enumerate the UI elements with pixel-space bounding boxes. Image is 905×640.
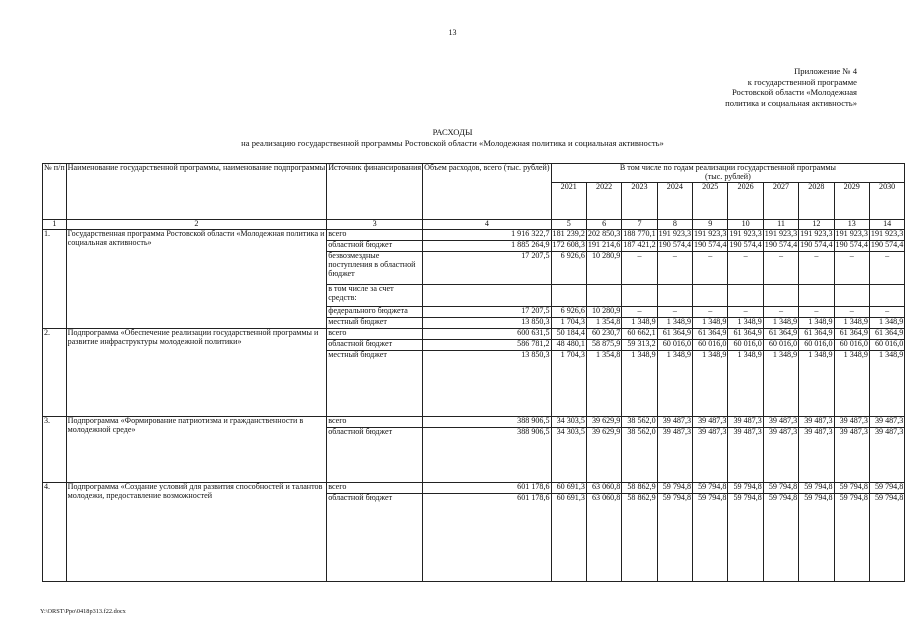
year-value: 39 629,9: [586, 427, 621, 482]
appendix-line: политика и социальная активность»: [725, 97, 857, 108]
year-value: 1 704,3: [551, 350, 586, 416]
funding-source: федерального бюджета: [327, 306, 423, 317]
header-name: Наименование государственной программы, наименование подпрограммы: [66, 164, 327, 220]
year-value: –: [693, 251, 728, 284]
row-number: 1.: [43, 229, 67, 328]
year-value: 59 794,8: [799, 482, 834, 493]
column-index: 3: [327, 219, 423, 229]
year-value: 59 794,8: [869, 482, 904, 493]
year-value: 63 060,8: [586, 493, 621, 581]
year-value: 60 691,3: [551, 493, 586, 581]
year-value: 1 348,9: [693, 317, 728, 328]
funding-source: безвозмездные поступления в областной бюджет: [327, 251, 423, 284]
table-row: [43, 328, 905, 339]
year-value: 1 348,9: [799, 350, 834, 416]
year-value: [693, 284, 728, 306]
header-year: 2022: [586, 182, 621, 219]
table-row: [43, 482, 905, 493]
document-subtitle: на реализацию государственной программы Ростовской области «Молодежная политика и социальная активность»: [241, 138, 664, 148]
year-value: 61 364,9: [799, 328, 834, 339]
year-value: 59 794,8: [728, 493, 763, 581]
total-value: 388 906,5: [423, 427, 551, 482]
column-index: 12: [799, 219, 834, 229]
header-source: Источник финансирования: [327, 164, 423, 220]
header-units: (тыс. рублей): [705, 171, 751, 181]
year-value: 1 348,9: [693, 350, 728, 416]
year-value: 1 348,9: [728, 350, 763, 416]
row-number: 2.: [43, 328, 67, 416]
year-value: 58 875,9: [586, 339, 621, 350]
appendix-line: Приложение № 4: [794, 66, 857, 76]
year-value: –: [869, 251, 904, 284]
year-value: 39 487,3: [763, 416, 798, 427]
year-value: 59 794,8: [657, 493, 692, 581]
year-value: –: [799, 251, 834, 284]
year-value: 61 364,9: [869, 328, 904, 339]
header-by-years: [551, 164, 905, 183]
total-value: 601 178,6: [423, 493, 551, 581]
total-value: 1 916 322,7: [423, 229, 551, 240]
year-value: 1 348,9: [799, 317, 834, 328]
year-value: –: [869, 306, 904, 317]
year-value: 191 923,3: [869, 229, 904, 240]
year-value: 1 354,8: [586, 317, 621, 328]
year-value: 59 794,8: [693, 493, 728, 581]
year-value: 191 923,3: [763, 229, 798, 240]
year-value: 190 574,4: [657, 240, 692, 251]
year-value: 60 016,0: [728, 339, 763, 350]
year-value: 48 480,1: [551, 339, 586, 350]
year-value: 63 060,8: [586, 482, 621, 493]
year-value: 39 487,3: [763, 427, 798, 482]
column-index: 7: [622, 219, 657, 229]
year-value: 39 487,3: [799, 427, 834, 482]
year-value: 39 487,3: [728, 416, 763, 427]
year-value: 1 348,9: [869, 350, 904, 416]
year-value: 59 313,2: [622, 339, 657, 350]
column-index: 2: [66, 219, 327, 229]
header-year: 2021: [551, 182, 586, 219]
column-index: 13: [834, 219, 869, 229]
table-row: [43, 229, 905, 240]
year-value: –: [728, 306, 763, 317]
year-value: 190 574,4: [869, 240, 904, 251]
file-path-footer: Y:\ORST\Ppo\0418p313.f22.docx: [40, 608, 126, 615]
column-index: 10: [728, 219, 763, 229]
year-value: 59 794,8: [869, 493, 904, 581]
year-value: 1 348,9: [834, 317, 869, 328]
year-value: –: [622, 306, 657, 317]
year-value: 202 850,3: [586, 229, 621, 240]
total-value: 388 906,5: [423, 416, 551, 427]
year-value: 59 794,8: [799, 493, 834, 581]
year-value: [551, 284, 586, 306]
year-value: 60 230,7: [586, 328, 621, 339]
year-value: 6 926,6: [551, 251, 586, 284]
header-year: 2024: [657, 182, 692, 219]
year-value: 1 348,9: [622, 350, 657, 416]
funding-source: областной бюджет: [327, 493, 423, 581]
program-name: Государственная программа Ростовской области «Молодежная политика и социальная активность»: [66, 229, 327, 328]
year-value: [657, 284, 692, 306]
header-volume: Объем расходов, всего (тыс. рублей): [423, 164, 551, 220]
program-name: Подпрограмма «Создание условий для развития способностей и талантов молодежи, предоставление возможностей: [66, 482, 327, 581]
funding-source: местный бюджет: [327, 317, 423, 328]
year-value: 60 016,0: [763, 339, 798, 350]
year-value: [586, 284, 621, 306]
year-value: –: [834, 251, 869, 284]
year-value: 188 770,1: [622, 229, 657, 240]
year-value: 61 364,9: [834, 328, 869, 339]
year-value: 190 574,4: [728, 240, 763, 251]
year-value: 190 574,4: [763, 240, 798, 251]
year-value: [763, 284, 798, 306]
year-value: [834, 284, 869, 306]
year-value: 39 629,9: [586, 416, 621, 427]
year-value: –: [657, 251, 692, 284]
year-value: 58 862,9: [622, 482, 657, 493]
year-value: –: [799, 306, 834, 317]
year-value: 59 794,8: [763, 493, 798, 581]
year-value: –: [657, 306, 692, 317]
year-value: 61 364,9: [728, 328, 763, 339]
column-index: 8: [657, 219, 692, 229]
year-value: 39 487,3: [728, 427, 763, 482]
column-index: 11: [763, 219, 798, 229]
year-value: 60 016,0: [799, 339, 834, 350]
total-value: 13 850,3: [423, 350, 551, 416]
year-value: 59 794,8: [763, 482, 798, 493]
funding-source: всего: [327, 482, 423, 493]
year-value: 50 184,4: [551, 328, 586, 339]
year-value: 60 016,0: [834, 339, 869, 350]
total-value: 1 885 264,9: [423, 240, 551, 251]
year-value: 59 794,8: [834, 482, 869, 493]
column-index: 6: [586, 219, 621, 229]
year-value: –: [834, 306, 869, 317]
year-value: 60 016,0: [869, 339, 904, 350]
document-title: РАСХОДЫ: [432, 127, 473, 137]
funding-source: всего: [327, 229, 423, 240]
year-value: 187 421,2: [622, 240, 657, 251]
year-value: 1 348,9: [834, 350, 869, 416]
year-value: 59 794,8: [728, 482, 763, 493]
appendix-line: к государственной программе: [747, 76, 857, 87]
year-value: 1 348,9: [657, 350, 692, 416]
year-value: 60 691,3: [551, 482, 586, 493]
year-value: 1 348,9: [763, 350, 798, 416]
year-value: 39 487,3: [834, 427, 869, 482]
year-value: 1 348,9: [728, 317, 763, 328]
row-number: 4.: [43, 482, 67, 581]
column-index: 5: [551, 219, 586, 229]
year-value: 58 862,9: [622, 493, 657, 581]
header-num: № п/п: [43, 164, 67, 220]
year-value: 1 348,9: [657, 317, 692, 328]
year-value: 191 923,3: [693, 229, 728, 240]
header-year: 2023: [622, 182, 657, 219]
header-year: 2030: [869, 182, 904, 219]
year-value: [799, 284, 834, 306]
year-value: 1 348,9: [622, 317, 657, 328]
year-value: 172 608,3: [551, 240, 586, 251]
header-year: 2028: [799, 182, 834, 219]
year-value: 191 923,3: [799, 229, 834, 240]
total-value: 17 207,5: [423, 306, 551, 317]
year-value: 191 923,3: [728, 229, 763, 240]
year-value: 10 280,9: [586, 251, 621, 284]
year-value: 191 923,3: [834, 229, 869, 240]
year-value: 1 348,9: [869, 317, 904, 328]
total-value: 586 781,2: [423, 339, 551, 350]
total-value: 600 631,5: [423, 328, 551, 339]
year-value: 1 704,3: [551, 317, 586, 328]
year-value: 10 280,9: [586, 306, 621, 317]
year-value: 191 214,6: [586, 240, 621, 251]
column-index: 9: [693, 219, 728, 229]
header-year: 2025: [693, 182, 728, 219]
year-value: 181 239,2: [551, 229, 586, 240]
column-index: 4: [423, 219, 551, 229]
year-value: 34 303,5: [551, 427, 586, 482]
funding-source: всего: [327, 328, 423, 339]
year-value: 61 364,9: [763, 328, 798, 339]
program-name: Подпрограмма «Обеспечение реализации государственной программы и развитие инфраструктуры молодежной политики»: [66, 328, 327, 416]
year-value: 39 487,3: [869, 427, 904, 482]
year-value: 59 794,8: [834, 493, 869, 581]
expenses-table: [42, 163, 905, 582]
column-index: 1: [43, 219, 67, 229]
year-value: 59 794,8: [657, 482, 692, 493]
header-year: 2027: [763, 182, 798, 219]
year-value: 38 562,0: [622, 427, 657, 482]
year-value: 39 487,3: [657, 427, 692, 482]
year-value: 38 562,0: [622, 416, 657, 427]
year-value: 39 487,3: [869, 416, 904, 427]
year-value: 1 348,9: [763, 317, 798, 328]
year-value: –: [693, 306, 728, 317]
table-row: [43, 416, 905, 427]
total-value: [423, 284, 551, 306]
funding-source: местный бюджет: [327, 350, 423, 416]
funding-source: областной бюджет: [327, 240, 423, 251]
year-value: 6 926,6: [551, 306, 586, 317]
appendix-line: Ростовской области «Молодежная: [731, 87, 857, 98]
year-value: 60 016,0: [693, 339, 728, 350]
year-value: [869, 284, 904, 306]
year-value: [622, 284, 657, 306]
header-year: 2026: [728, 182, 763, 219]
program-name: Подпрограмма «Формирование патриотизма и гражданственности в молодежной среде»: [66, 416, 327, 482]
funding-source: в том числе за счет средств:: [327, 284, 423, 306]
document-title-block: [0, 127, 905, 149]
year-value: 190 574,4: [693, 240, 728, 251]
year-value: [728, 284, 763, 306]
page-number: 13: [448, 28, 457, 37]
year-value: 190 574,4: [834, 240, 869, 251]
column-index: 14: [869, 219, 904, 229]
row-number: 3.: [43, 416, 67, 482]
funding-source: всего: [327, 416, 423, 427]
header-year: 2029: [834, 182, 869, 219]
year-value: 39 487,3: [657, 416, 692, 427]
year-value: –: [763, 251, 798, 284]
header-by-years-text: В том числе по годам реализации государственной программы: [619, 163, 836, 172]
total-value: 17 207,5: [423, 251, 551, 284]
year-value: 1 354,8: [586, 350, 621, 416]
year-value: –: [622, 251, 657, 284]
year-value: 39 487,3: [693, 427, 728, 482]
year-value: 39 487,3: [799, 416, 834, 427]
appendix-note: [725, 66, 857, 108]
year-value: 59 794,8: [693, 482, 728, 493]
year-value: 190 574,4: [799, 240, 834, 251]
total-value: 13 850,3: [423, 317, 551, 328]
funding-source: областной бюджет: [327, 427, 423, 482]
year-value: 191 923,3: [657, 229, 692, 240]
year-value: –: [728, 251, 763, 284]
year-value: 34 303,5: [551, 416, 586, 427]
funding-source: областной бюджет: [327, 339, 423, 350]
year-value: 61 364,9: [693, 328, 728, 339]
year-value: 60 662,1: [622, 328, 657, 339]
year-value: 60 016,0: [657, 339, 692, 350]
year-value: –: [763, 306, 798, 317]
year-value: 39 487,3: [834, 416, 869, 427]
year-value: 39 487,3: [693, 416, 728, 427]
total-value: 601 178,6: [423, 482, 551, 493]
year-value: 61 364,9: [657, 328, 692, 339]
